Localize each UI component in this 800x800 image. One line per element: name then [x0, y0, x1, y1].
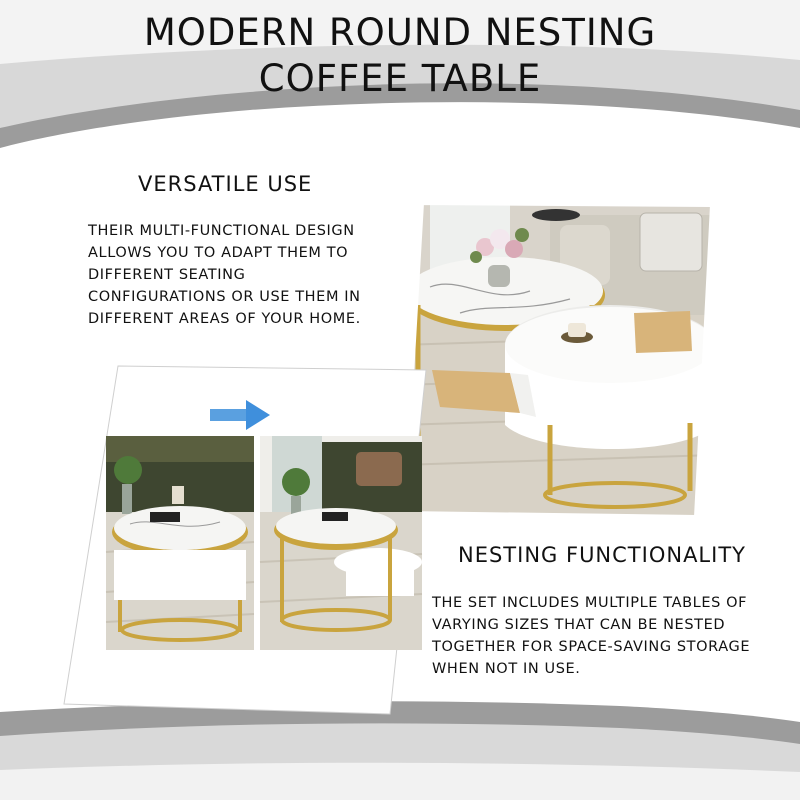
nesting-line: TOGETHER FOR SPACE-SAVING STORAGE	[432, 639, 751, 655]
title-line-1: MODERN ROUND NESTING	[143, 11, 657, 54]
nesting-heading: NESTING FUNCTIONALITY	[458, 543, 746, 567]
versatile-line: ALLOWS YOU TO ADAPT THEM TO	[88, 245, 349, 261]
versatile-line: DIFFERENT SEATING	[88, 267, 246, 283]
versatile-line: THEIR MULTI-FUNCTIONAL DESIGN	[88, 223, 355, 239]
page-title	[0, 10, 800, 102]
bottom-white-cap	[0, 763, 800, 800]
nesting-line: VARYING SIZES THAT CAN BE NESTED	[432, 617, 726, 633]
nesting-card	[60, 362, 430, 720]
nesting-line: THE SET INCLUDES MULTIPLE TABLES OF	[432, 595, 748, 611]
versatile-line: DIFFERENT AREAS OF YOUR HOME.	[88, 311, 361, 327]
nesting-line: WHEN NOT IN USE.	[432, 661, 581, 677]
versatile-line: CONFIGURATIONS OR USE THEM IN	[88, 289, 361, 305]
nesting-paragraph	[432, 592, 750, 680]
versatile-heading: VERSATILE USE	[138, 172, 313, 196]
versatile-paragraph	[88, 220, 361, 330]
living-room-photo	[400, 195, 715, 525]
title-line-2: COFFEE TABLE	[258, 57, 542, 100]
